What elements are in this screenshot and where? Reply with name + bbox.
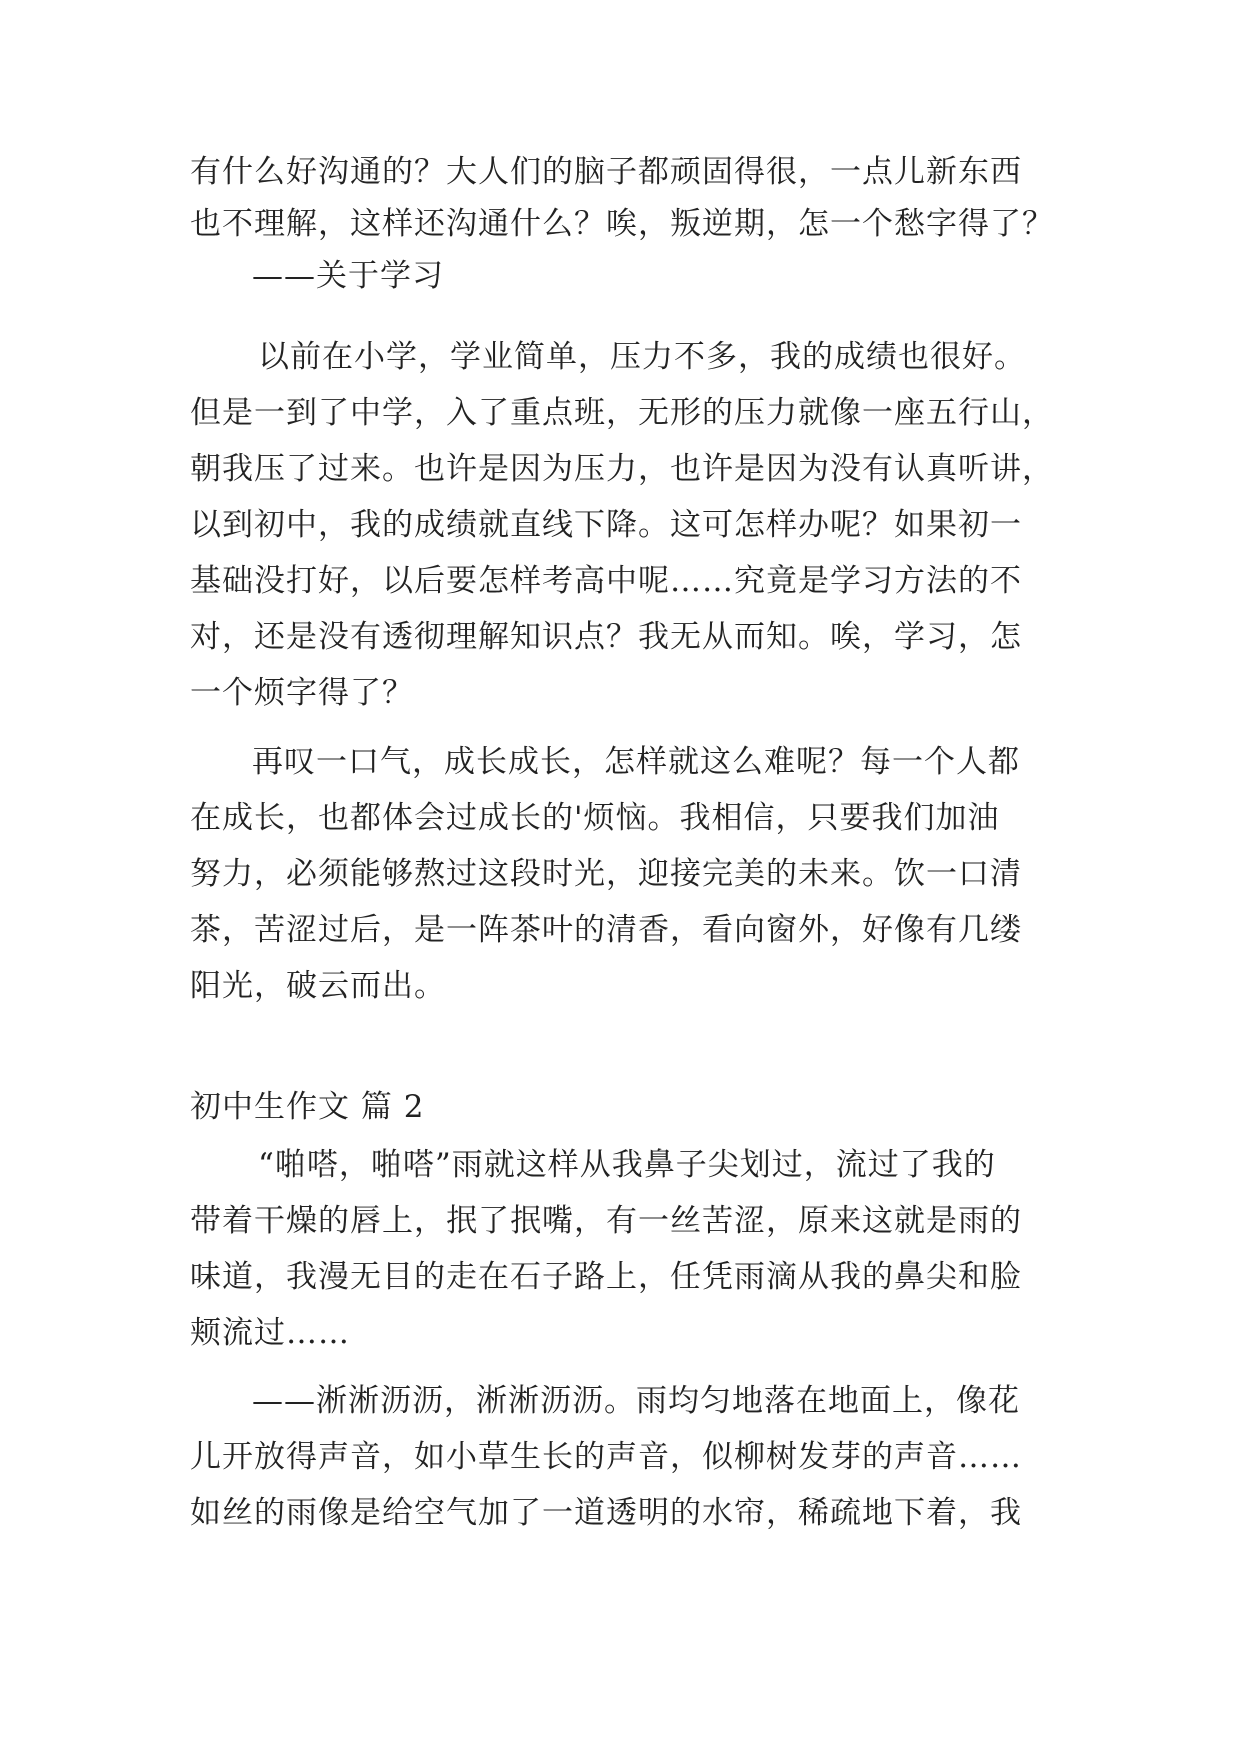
section-heading: ——关于学习 bbox=[252, 258, 444, 294]
paragraph-line: 朝我压了过来。也许是因为压力，也许是因为没有认真听讲， bbox=[190, 451, 1054, 487]
paragraph-line: 有什么好沟通的？大人们的脑子都顽固得很，一点儿新东西 bbox=[190, 154, 1022, 190]
paragraph-line: ——淅淅沥沥，淅淅沥沥。雨均匀地落在地面上，像花 bbox=[252, 1383, 1020, 1419]
paragraph-line: 也不理解，这样还沟通什么？唉，叛逆期，怎一个愁字得了？ bbox=[190, 206, 1054, 242]
paragraph-line: 味道，我漫无目的走在石子路上，任凭雨滴从我的鼻尖和脸 bbox=[190, 1259, 1022, 1295]
paragraph-line: 再叹一口气，成长成长，怎样就这么难呢？每一个人都 bbox=[252, 744, 1020, 780]
paragraph-line: 颊流过…… bbox=[190, 1315, 350, 1351]
paragraph-line: 阳光，破云而出。 bbox=[190, 968, 446, 1004]
paragraph-line: 带着干燥的唇上，抿了抿嘴，有一丝苦涩，原来这就是雨的 bbox=[190, 1203, 1022, 1239]
article-title: 初中生作文 篇 2 bbox=[190, 1089, 425, 1125]
paragraph-line: 儿开放得声音，如小草生长的声音，似柳树发芽的声音…… bbox=[190, 1439, 1022, 1475]
paragraph-line: 努力，必须能够熬过这段时光，迎接完美的未来。饮一口清 bbox=[190, 856, 1022, 892]
paragraph-line: “啪嗒，啪嗒”雨就这样从我鼻子尖划过，流过了我的 bbox=[258, 1147, 996, 1183]
paragraph-line: 以前在小学，学业简单，压力不多，我的成绩也很好。 bbox=[258, 339, 1026, 375]
paragraph-line: 对，还是没有透彻理解知识点？我无从而知。唉，学习，怎 bbox=[190, 619, 1022, 655]
paragraph-line: 一个烦字得了？ bbox=[190, 675, 414, 711]
paragraph-line: 基础没打好，以后要怎样考高中呢……究竟是学习方法的不 bbox=[190, 563, 1022, 599]
paragraph-line: 以到初中，我的成绩就直线下降。这可怎样办呢？如果初一 bbox=[190, 507, 1022, 543]
paragraph-line: 如丝的雨像是给空气加了一道透明的水帘，稀疏地下着，我 bbox=[190, 1495, 1022, 1531]
paragraph-line: 但是一到了中学，入了重点班，无形的压力就像一座五行山， bbox=[190, 395, 1054, 431]
paragraph-line: 茶，苦涩过后，是一阵茶叶的清香，看向窗外，好像有几缕 bbox=[190, 912, 1022, 948]
paragraph-line: 在成长，也都体会过成长的'烦恼。我相信，只要我们加油 bbox=[190, 800, 1000, 836]
